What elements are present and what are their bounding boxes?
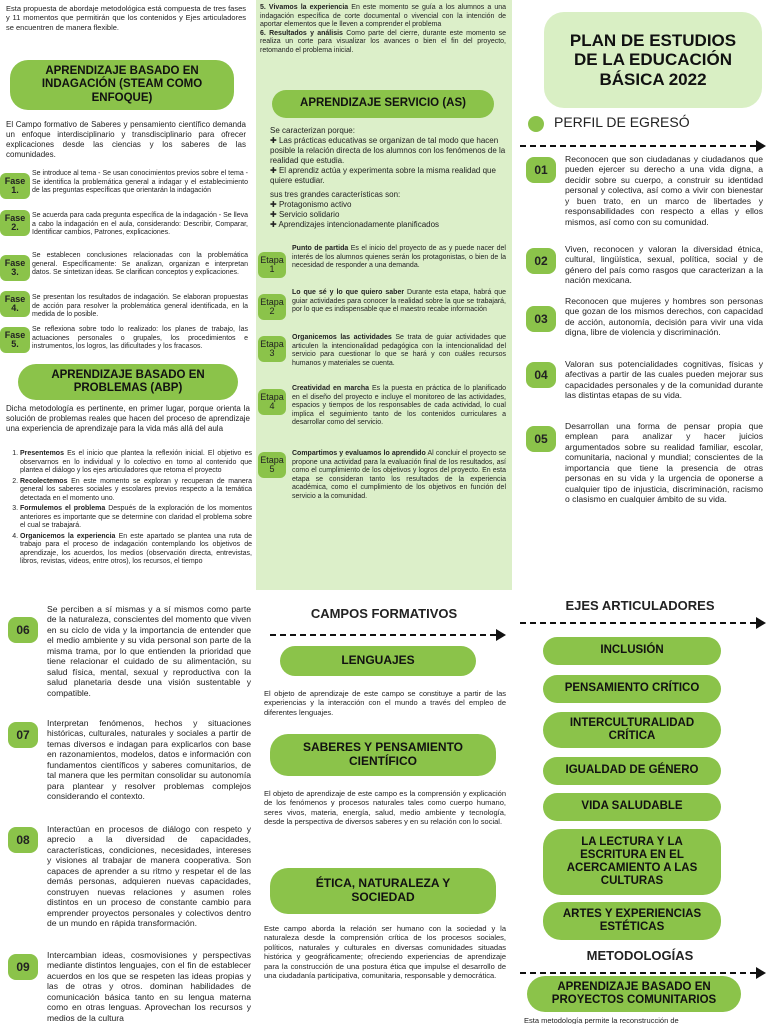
perfil-text: Reconocen que son ciudadanas y ciudadanos que pueden ejercer su derecho a una vida digna, a decidir sobre su cuerpo, a construir su identidad personal y colectiva, así como a vivir con bienestar y buen trato, en un marco de libertades y responsabilidades con respecto a ellas y ellos mismos, así como con su comunidad. xyxy=(565,154,763,227)
perfil-text: Interpretan fenómenos, hechos y situaciones históricas, culturales, naturales y sociales a partir de temas diversos e indagan para explicarlos con base en razonamientos, modelos, datos e información con fundamentos científicos y saberes comunitarios, de tal manera que les permitan consolidar su autonomía para plantear y resolver problemas complejos considerando el contexto. xyxy=(47,718,251,802)
eje-item: ARTES Y EXPERIENCIAS ESTÉTICAS xyxy=(543,902,721,940)
steam-text: El Campo formativo de Saberes y pensamiento científico demanda un enfoque interdisciplinario y transdisciplinario para ofrecer explicaciones desde las ciencias y los saberes de las comunidades. xyxy=(6,120,246,159)
perfil-number: 09 xyxy=(8,954,38,980)
fase-text: Se introduce al tema - Se usan conocimientos previos sobre el tema - Se identifica la problemática general a indagar y el establecimiento de las preguntas específicas que orientarán la indagación xyxy=(32,170,248,195)
perfil-number: 03 xyxy=(526,306,556,332)
eje-item: INCLUSIÓN xyxy=(543,637,721,665)
abp-continued xyxy=(260,4,506,55)
lenguajes-text: El objeto de aprendizaje de este campo se constituye a partir de las experiencias y la interacción con el mundo a través del empleo de diferentes lenguajes. xyxy=(264,689,506,717)
as-bullet: ✚ El aprendiz actúa y experimenta sobre la misma realidad que quiere estudiar. xyxy=(270,166,496,185)
perfil-number: 05 xyxy=(526,426,556,452)
etapa-badge: Etapa 3 xyxy=(258,336,286,362)
eje-item: VIDA SALUDABLE xyxy=(543,793,721,821)
fase-badge: Fase 5. xyxy=(0,327,30,353)
perfil-text: Viven, reconocen y valoran la diversidad étnica, cultural, lingüística, sexual, política, social y de género del país como rasgos que caracterizan a la nación mexicana. xyxy=(565,244,763,286)
perfil-text: Valoran sus potencialidades cognitivas, físicas y afectivas a partir de las cuales pueden mejorar sus capacidades personales y de la comunidad durante las distintas etapas de su vida. xyxy=(565,359,763,401)
abp-step: 1. Presentemos Es el inicio que plantea la reflexión inicial. El objetivo es observarnos en lo individual y lo colectivo en torno al contenido que plantea el diálogo y los ejes articuladores que retoma el proyecto xyxy=(20,450,252,476)
as-char: ✚ Servicio solidario xyxy=(270,210,340,219)
abp-steps xyxy=(6,450,252,569)
as-title: APRENDIZAJE SERVICIO (AS) xyxy=(272,90,494,118)
etapa-text: Lo que sé y lo que quiero saber Durante esta etapa, habrá que guiar actividades para conocer la realidad sobre la que se trabajará, por lo que es indispensable que el maestro recabe información xyxy=(292,289,506,314)
abp-step: 4. Organicemos la experiencia En este apartado se plantea una ruta de trabajo para el proceso de indagación contemplando los objetivos de aprendizaje, los acuerdos, los medios (observación directa, entrevistas, libros, revistas, videos, entre otros), los recursos, el tiempo xyxy=(20,533,252,567)
etapa-badge: Etapa 4 xyxy=(258,389,286,415)
abp-step: 3. Formulemos el problema Después de la exploración de los momentos anteriores es importante que se determine con claridad el problema sobre el cual se trabajará. xyxy=(20,505,252,531)
perfil-text: Desarrollan una forma de pensar propia que emplean para analizar y hacer juicios argumentados sobre su realidad familiar, escolar, comunitaria, nacional y mundial; conscientes de la importancia que tiene la presencia de otras personas en su vida y la urgencia de oponerse a cualquier tipo de injusticia, discriminación, racismo o clasismo en cualquier ámbito de su vida. xyxy=(565,421,763,505)
etica-text: Este campo aborda la relación ser humano con la sociedad y la naturaleza desde la comprensión crítica de los procesos sociales, políticos, naturales y culturales en diversas comunidades situadas histórica y geográficamente; ofreciendo experiencias de aprendizaje para la construcción de una postura ética que impulse el desarrollo de una ciudadanía participativa, comunitaria, responsable y democrática. xyxy=(264,924,506,980)
arrow-right-icon xyxy=(756,967,766,979)
divider-line xyxy=(520,622,756,624)
fase-text: Se acuerda para cada pregunta específica de la indagación - Se lleva a cabo la indagación en el aula, considerando: Describir, Comparar, Identificar cambios, Patrones, explicaciones. xyxy=(32,212,248,237)
campos-title: CAMPOS FORMATIVOS xyxy=(310,606,458,621)
eje-item: IGUALDAD DE GÉNERO xyxy=(543,757,721,785)
intro-text: Esta propuesta de abordaje metodológica está compuesta de tres fases y 11 momentos que permitirán que los contenidos y Ejes articuladores se encuentren de manera flexible. xyxy=(6,4,246,32)
arrow-right-icon xyxy=(756,617,766,629)
as-char: ✚ Protagonismo activo xyxy=(270,200,352,209)
etapa-text: Organicemos las actividades Se trata de guiar actividades que articulen la intencionalidad pedagógica con la intencionalidad del servicio para cuestionar lo que se hará y con cuáles recursos humanos y materiales se cuenta. xyxy=(292,334,506,367)
etapa-badge: Etapa 5 xyxy=(258,452,286,478)
metodologias-title: METODOLOGÍAS xyxy=(586,948,694,963)
arrow-right-icon xyxy=(756,140,766,152)
proyectos-text: Esta metodología permite la reconstrucción de xyxy=(524,1016,679,1024)
as-intro: Se caracterizan porque: xyxy=(270,126,355,135)
perfil-number: 07 xyxy=(8,722,38,748)
perfil-text: Reconocen que mujeres y hombres son personas que gozan de los mismos derechos, con capacidad de acción, autonomía, decisión para vivir una vida digna, libre de violencia y discriminación. xyxy=(565,296,763,338)
divider-line xyxy=(270,634,496,636)
divider-line xyxy=(520,972,756,974)
perfil-title: PERFIL DE EGRESÓ xyxy=(554,114,690,130)
fase-badge: Fase 2. xyxy=(0,210,30,236)
perfil-number: 01 xyxy=(526,157,556,183)
fase-text: Se presentan los resultados de indagación. Se elaboran propuestas de acción para resolver la problemática general identificada, en la medida de lo posible. xyxy=(32,294,248,319)
abp-title: APRENDIZAJE BASADO EN PROBLEMAS (ABP) xyxy=(18,364,238,400)
lenguajes-title: LENGUAJES xyxy=(280,646,476,676)
fase-badge: Fase 1. xyxy=(0,173,30,199)
perfil-dot-icon xyxy=(528,116,544,132)
etapa-badge: Etapa 1 xyxy=(258,252,286,278)
perfil-number: 06 xyxy=(8,617,38,643)
eje-item: PENSAMIENTO CRÍTICO xyxy=(543,675,721,703)
perfil-text: Interactúan en procesos de diálogo con respeto y aprecio a la diversidad de capacidades, características, condiciones, necesidades, intereses y visiones al trabajar de manera cooperativa. Son capaces de aprender a su ritmo y respetar el de las demás personas, adquieren nuevas capacidades, construyen nuevas relaciones y asumen roles distintos en un proceso de constante cambio para emprender proyectos personales y colectivos dentro de un mundo en rápida transformación. xyxy=(47,824,251,929)
etapa-text: Creatividad en marcha Es la puesta en práctica de lo planificado en el diseño del proyecto e incluye el monitoreo de las actividades, espacios y tiempos de los responsables de cada actividad, lo cual implica el seguimiento tanto de los contenidos curriculares a desarrollar como del servicio. xyxy=(292,385,506,427)
abp-text: Dicha metodología es pertinente, en primer lugar, porque orienta la solución de problemas reales que hacen del proceso de aprendizaje una experiencia de aprendizaje para la vida más allá del aula xyxy=(6,404,250,433)
as-sub: sus tres grandes características son: xyxy=(270,190,401,199)
ejes-title: EJES ARTICULADORES xyxy=(565,598,715,613)
abp-step: 2. Recolectemos En este momento se exploran y recuperan de manera general los saberes sociales y escolares previos respecto a la temática detectada en el momento uno. xyxy=(20,478,252,504)
abp-step-6: 6. Resultados y análisis Como parte del cierre, durante este momento se realiza un corte para visualizar los avances o bien el fin del proyecto, retomando el problema inicial. xyxy=(260,29,506,54)
as-char: ✚ Aprendizajes intencionadamente planificados xyxy=(270,220,440,229)
etapa-badge: Etapa 2 xyxy=(258,294,286,320)
fase-text: Se establecen conclusiones relacionadas con la problemática general. Específicamente: Se analizan, organizan e interpretan datos. Se sintetizan ideas. Se clarifican conceptos y explicaciones. xyxy=(32,252,248,277)
eje-item: LA LECTURA Y LA ESCRITURA EN EL ACERCAMIENTO A LAS CULTURAS xyxy=(543,829,721,895)
plan-title: PLAN DE ESTUDIOS DE LA EDUCACIÓN BÁSICA 2022 xyxy=(544,12,762,108)
saberes-text: El objeto de aprendizaje de este campo es la comprensión y explicación de los fenómenos y procesos naturales tales como cuerpo humano, seres vivos, materia, energía, salud, medio ambiente y tecnología, desde la perspectiva de diversos saberes y en su relación con lo social. xyxy=(264,789,506,827)
etica-title: ÉTICA, NATURALEZA Y SOCIEDAD xyxy=(270,868,496,914)
abp-step-5: 5. Vivamos la experiencia En este momento se guía a los alumnos a una indagación específica de corte documental o vivencial con la intención de aportar elementos que le lleven a comprender el problema xyxy=(260,4,507,29)
etapa-text: Compartimos y evaluamos lo aprendido Al concluir el proyecto se propone una actividad para la evaluación final de los resultados, así como el cumplimiento de los objetivos y logros del proyecto. En esta etapa se consideran tanto los resultados de la experiencia académica, como el cumplimiento de los objetivos en función del servicio a la comunidad. xyxy=(292,450,507,500)
proyectos-title: APRENDIZAJE BASADO EN PROYECTOS COMUNITARIOS xyxy=(527,976,741,1012)
etapa-text: Punto de partida Es el inicio del proyecto de as y puede nacer del interés de los alumnos quienes serán los protagonistas, o bien de la necesidad de responder a una demanda. xyxy=(292,245,506,270)
perfil-number: 02 xyxy=(526,248,556,274)
fase-badge: Fase 3. xyxy=(0,255,30,281)
perfil-number: 08 xyxy=(8,827,38,853)
saberes-title: SABERES Y PENSAMIENTO CIENTÍFICO xyxy=(270,734,496,776)
as-characteristics xyxy=(270,126,506,230)
fase-badge: Fase 4. xyxy=(0,291,30,317)
eje-item: INTERCULTURALIDAD CRÍTICA xyxy=(543,712,721,748)
perfil-text: Se perciben a sí mismas y a sí mismos como parte de la naturaleza, conscientes del momento que viven en su ciclo de vida y la importancia de entender que el medio ambiente y su vida personal son parte de la misma trama, por lo que entienden la prioridad que tiene relacionar el cuidado de su alimentación, su salud física, mental, sexual y reproductiva con la salud planetaria desde una visión sustentable y compatible. xyxy=(47,604,251,698)
steam-title: APRENDIZAJE BASADO EN INDAGACIÓN (STEAM COMO ENFOQUE) xyxy=(10,60,234,110)
arrow-right-icon xyxy=(496,629,506,641)
perfil-text: Intercambian ideas, cosmovisiones y perspectivas mediante distintos lenguajes, con el fin de establecer acuerdos en los que se respeten las ideas propias y las de otras y otros. dominan habilidades de comunicación básica tanto en su lengua materna como en otras lenguas. Aprovechan los recursos y medios de la cultura xyxy=(47,950,251,1023)
divider-line xyxy=(520,145,756,147)
perfil-number: 04 xyxy=(526,362,556,388)
fase-text: Se reflexiona sobre todo lo realizado: los planes de trabajo, las actuaciones personales o grupales, los procedimientos e instrumentos, los logros, las dificultades y los fracasos. xyxy=(32,326,248,351)
as-bullet: ✚ Las prácticas educativas se organizan de tal modo que hacen posible la relación directa de los alumnos con los fenómenos de la realidad que estudia. xyxy=(270,136,506,165)
